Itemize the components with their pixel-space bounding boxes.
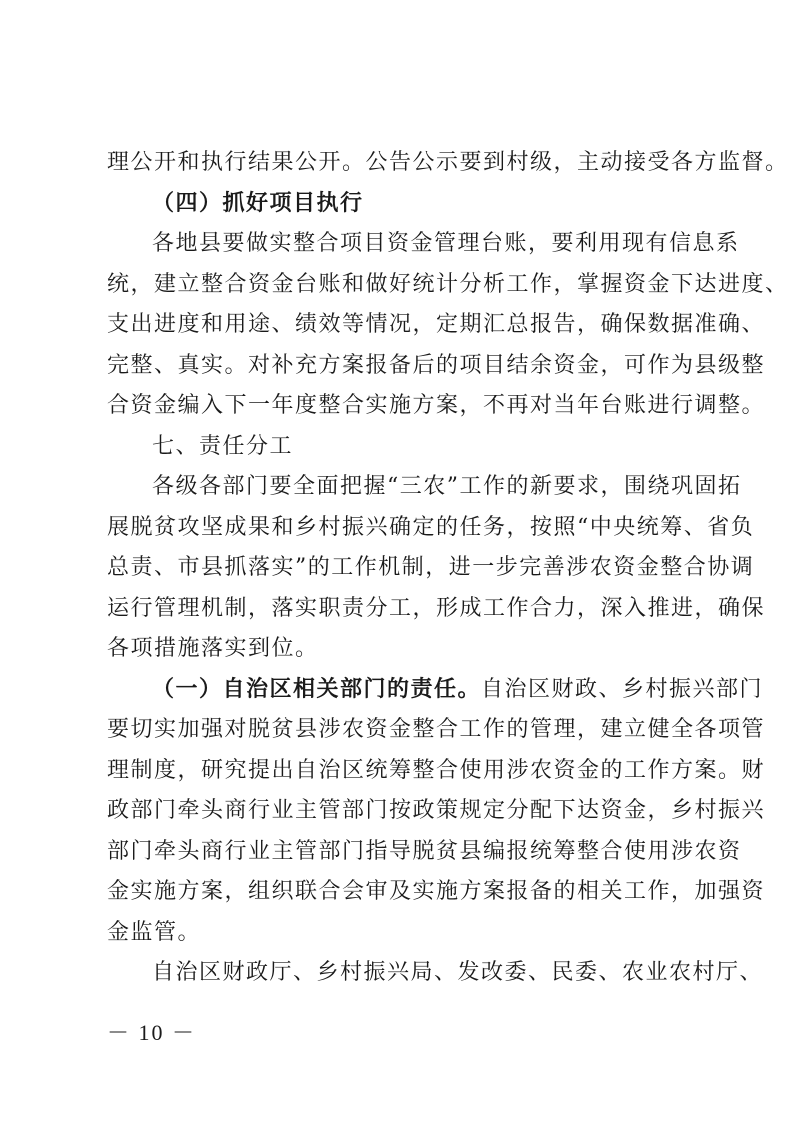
text-line: 金监管。 bbox=[107, 919, 202, 945]
text-line: 总责、市县抓落实”的工作机制，进一步完善涉农资金整合协调 bbox=[107, 555, 755, 580]
text-line: 金实施方案，组织联合会审及实施方案报备的相关工作，加强资 bbox=[107, 879, 766, 904]
text-line: 完整、真实。对补充方案报备后的项目结余资金，可作为县级整 bbox=[107, 352, 766, 378]
text-line: 展脱贫攻坚成果和乡村振兴确定的任务，按照“中央统筹、省负 bbox=[107, 514, 755, 540]
text-line: 支出进度和用途、绩效等情况，定期汇总报告，确保数据准确、 bbox=[107, 312, 766, 337]
chapter-heading: 七、责任分工 bbox=[152, 433, 294, 459]
text-line: 统，建立整合资金台账和做好统计分析工作，掌握资金下达进度、 bbox=[107, 271, 789, 297]
text-line: 各级各部门要全面把握“三农”工作的新要求，围绕巩固拓 bbox=[152, 474, 742, 499]
subsection-heading: （一）自治区相关部门的责任。 bbox=[152, 676, 482, 702]
text-line: 政部门牵头商行业主管部门按政策规定分配下达资金，乡村振兴 bbox=[107, 798, 766, 823]
text-line: 运行管理机制，落实职责分工，形成工作合力，深入推进，确保 bbox=[107, 595, 766, 621]
text-line: 自治区财政厅、乡村振兴局、发改委、民委、农业农村厅、 bbox=[152, 960, 764, 985]
text-line: 要切实加强对脱贫县涉农资金整合工作的管理，建立健全各项管 bbox=[107, 717, 766, 742]
page-number: － 10 － bbox=[107, 1020, 197, 1045]
text-line: 理制度，研究提出自治区统筹整合使用涉农资金的工作方案。财 bbox=[107, 757, 766, 783]
text-line: 合资金编入下一年度整合实施方案，不再对当年台账进行调整。 bbox=[107, 393, 766, 418]
text-line-with-heading: （一）自治区相关部门的责任。自治区财政、乡村振兴部门 bbox=[152, 676, 764, 702]
text-line: 理公开和执行结果公开。公告公示要到村级，主动接受各方监督。 bbox=[107, 150, 789, 175]
text-line: 部门牵头商行业主管部门指导脱贫县编报统筹整合使用涉农资 bbox=[107, 838, 742, 864]
text-line: 各项措施落实到位。 bbox=[107, 636, 319, 661]
text-line: 各地县要做实整合项目资金管理台账，要利用现有信息系 bbox=[152, 231, 740, 256]
section-heading: （四）抓好项目执行 bbox=[152, 190, 364, 216]
